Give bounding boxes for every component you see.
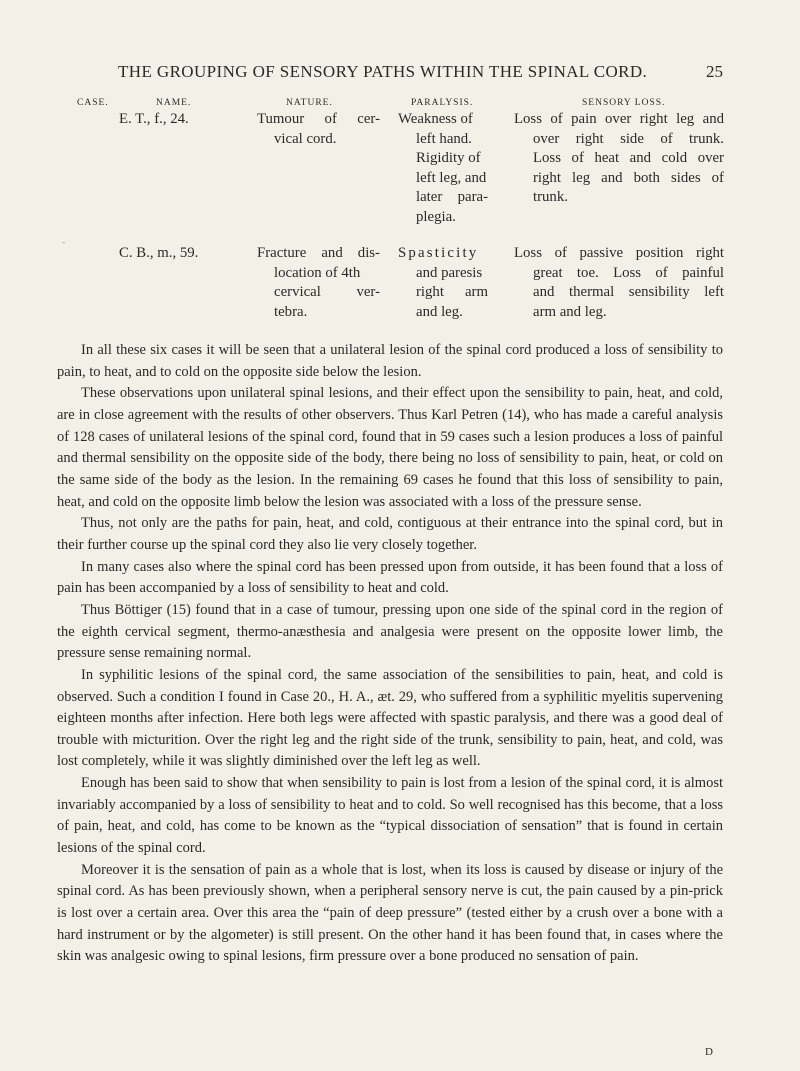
paragraph: Thus, not only are the paths for pain, heat, and cold, contiguous at their entrance into the spinal cord, but in their further course up the spinal cord they also lie very closely together.	[57, 515, 723, 553]
margin-mark: -	[62, 237, 65, 247]
header-sensory: SENSORY LOSS.	[582, 98, 666, 108]
paragraph: In all these six cases it will be seen that a unilateral lesion of the spinal cord produced a loss of sensibility to pain, to heat, and to cold on the opposite side below the lesion.	[57, 342, 723, 380]
paragraph: Enough has been said to show that when sensibility to pain is lost from a lesion of the spinal cord, it is almost invariably accompanied by a loss of sensibility to heat and to cold. So well recognised has this become, that a loss of pain, heat, and cold, has come to be known as the “typical dissociation of sensation” that is found in certain lesions of the spinal cord.	[57, 775, 723, 857]
paragraph: Thus Böttiger (15) found that in a case of tumour, pressing upon one side of the spinal cord in the region of the eighth cervical segment, thermo-anæsthesia and analgesia were present on the opposite lower limb, the pressure sense remaining normal.	[57, 601, 723, 662]
case-paralysis: Spasticity and paresis right arm and leg.	[398, 245, 488, 320]
case-sensory-loss: Loss of passive position right great toe. Loss of painful and thermal sensibility left arm and leg.	[514, 245, 724, 320]
case-nature: Tumour of cer- vical cord.	[257, 111, 380, 147]
header-paralysis: PARALYSIS.	[411, 98, 474, 108]
paragraph: Moreover it is the sensation of pain as a whole that is lost, when its loss is caused by disease or injury of the spinal cord. As has been previously shown, when a peripheral sensory nerve is cut, the pain caused by a pin-prick is lost over a certain area. Over this area the “pain of deep pressure” (tested either by a crush over a bone with a hard instrument or by the algometer) is still present. On the other hand it has been found that, in cases where the skin was analgesic owing to spinal lesions, firm pressure over a bone produced no sensation of pain.	[57, 861, 723, 965]
case-paralysis: Weakness of left hand. Rigidity of left leg, and later para- plegia.	[398, 111, 488, 225]
paragraph: In many cases also where the spinal cord has been pressed upon from outside, it has been found that a loss of pain has been accompanied by a loss of sensibility to heat and cold.	[57, 558, 723, 597]
signature-mark: D	[705, 1046, 713, 1058]
header-nature: NATURE.	[286, 98, 333, 108]
table-header	[0, 94, 800, 110]
case-table	[0, 94, 800, 340]
paragraph: These observations upon unilateral spinal lesions, and their effect upon the sensibility to pain, heat, and cold, are in close agreement with the results of other observers. Thus Karl Petren (14), who has made a careful analysis of 128 cases of unilateral lesions of the spinal cord, found that in 59 cases such a lesion produces a loss of painful and thermal sensibility on the opposite side of the body, there being no loss of sensibility to pain, heat, or cold on the same side of the body as the lesion. In the remaining 69 cases he found that this loss of sensibility to pain, heat, and cold on the opposite limb below the lesion was associated with a loss of the pressure sense.	[57, 385, 723, 510]
case-name: C. B., m., 59.	[119, 245, 199, 261]
header-case: CASE.	[77, 98, 109, 108]
case-nature: Fracture and dis- location of 4th cervical ver- tebra.	[257, 245, 380, 320]
body-text	[57, 340, 723, 968]
case-name: E. T., f., 24.	[119, 111, 189, 127]
table-row	[0, 237, 800, 340]
page-number: 25	[706, 62, 723, 81]
table-row	[0, 110, 800, 244]
header-name: NAME.	[156, 98, 192, 108]
paragraph: In syphilitic lesions of the spinal cord, the same association of the sensibilities to pain, heat, and cold is observed. Such a condition I found in Case 20., H. A., æt. 29, who suffered from a syphilitic myelitis supervening eighteen months after infection. Here both legs were affected with spastic paralysis, and there was a good deal of trouble with micturition. Over the right leg and the right side of the trunk, sensibility to pain, heat, and cold, was lost completely, while it was slightly diminished over the left leg as well.	[57, 666, 723, 770]
case-sensory-loss: Loss of pain over right leg and over right side of trunk. Loss of heat and cold over right leg and both sides of trunk.	[514, 111, 724, 205]
running-head: THE GROUPING OF SENSORY PATHS WITHIN THE SPINAL CORD.	[118, 62, 648, 81]
